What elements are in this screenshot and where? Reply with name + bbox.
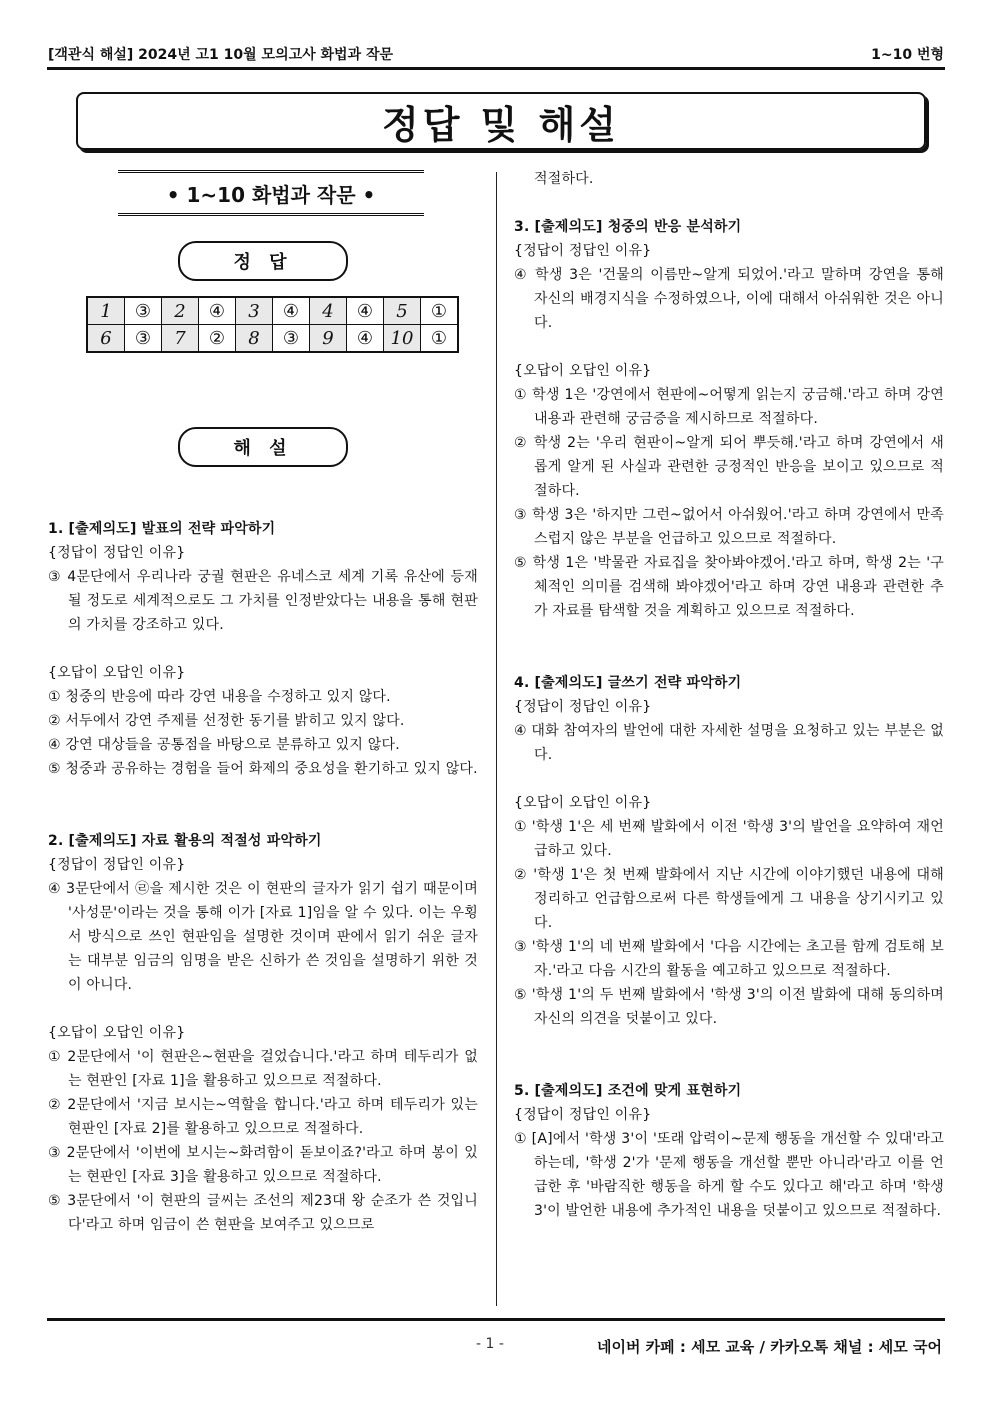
explanation-item: ③ 학생 3은 '하지만 그런~없어서 아쉬웠어.'라고 하며 강연에서 만족스럽지 않은 부분을 언급하고 있으므로 적절하다.: [514, 507, 944, 547]
spacer: [514, 191, 944, 215]
answer-choice: ②: [199, 325, 236, 353]
explanation-item: ① [A]에서 '학생 3'이 '또래 압력이~문제 행동을 개선할 수 있대'라고 하는데, '학생 2'가 '문제 행동을 개선할 뿐만 아니라'라고 이를 언급한 후 '바람직한 행동을 하게 할 수도 있다고 해'라고 하며 '학생 3'이 발언한 내용에 추가적인 내용을 덧붙이고 있으므로 적절하다.: [514, 1131, 944, 1219]
subheading: {정답이 정답인 이유}: [514, 1107, 652, 1123]
explanation-item: ④ 강연 대상들을 공통점을 바탕으로 분류하고 있지 않다.: [48, 737, 400, 753]
header-range: 1~10 번형: [871, 47, 944, 63]
spacer: [48, 781, 478, 805]
answer-label: 정 답: [178, 241, 348, 281]
explanation-item: ① 학생 1은 '강연에서 현판에~어떻게 읽는지 궁금해.'라고 하며 강연 내용과 관련해 궁금증을 제시하므로 적절하다.: [514, 387, 944, 427]
spacer: [514, 623, 944, 647]
subheading: {정답이 정답인 이유}: [48, 545, 186, 561]
spacer: [514, 1031, 944, 1055]
explanation-label: 해 설: [178, 427, 348, 467]
question-number: 9: [310, 325, 347, 353]
header-rule: [47, 67, 945, 70]
subheading: {정답이 정답인 이유}: [514, 243, 652, 259]
spacer: [48, 805, 478, 829]
answer-choice: ①: [421, 325, 459, 353]
explanation-item: ② 학생 2는 '우리 현판이~알게 되어 뿌듯해.'라고 하며 강연에서 새롭게 알게 된 사실과 관련한 긍정적인 반응을 보이고 있으므로 적절하다.: [514, 435, 944, 499]
spacer: [514, 647, 944, 671]
subheading: {오답이 오답인 이유}: [514, 363, 652, 379]
right-column: [514, 167, 944, 1223]
footer-rule: [47, 1318, 945, 1321]
answer-choice: ①: [421, 297, 459, 325]
question-number: 8: [236, 325, 273, 353]
answer-row-2: [87, 325, 458, 353]
answer-choice: ④: [347, 325, 384, 353]
column-divider: [496, 172, 497, 1306]
question-number: 10: [384, 325, 421, 353]
question-heading: 4. [출제의도] 글쓰기 전략 파악하기: [514, 675, 742, 691]
explanation-item: ⑤ '학생 1'의 두 번째 발화에서 '학생 3'의 이전 발화에 대해 동의하며 자신의 의견을 덧붙이고 있다.: [514, 987, 944, 1027]
answer-choice: ③: [125, 325, 162, 353]
question-number: 5: [384, 297, 421, 325]
left-column: [48, 517, 478, 1237]
explanation-item: ① 2문단에서 '이 현판은~현판을 걸었습니다.'라고 하며 테두리가 없는 현판인 [자료 1]을 활용하고 있으므로 적절하다.: [48, 1049, 478, 1089]
explanation-item: ① 청중의 반응에 따라 강연 내용을 수정하고 있지 않다.: [48, 689, 391, 705]
spacer: [48, 997, 478, 1021]
explanation-item: ③ '학생 1'의 네 번째 발화에서 '다음 시간에는 초고를 함께 검토해 보자.'라고 다음 시간의 활동을 예고하고 있으므로 적절하다.: [514, 939, 944, 979]
answer-choice: ④: [273, 297, 310, 325]
question-number: 4: [310, 297, 347, 325]
subheading: {오답이 오답인 이유}: [514, 795, 652, 811]
answer-choice: ③: [125, 297, 162, 325]
question-number: 7: [162, 325, 199, 353]
subheading: {오답이 오답인 이유}: [48, 1025, 186, 1041]
question-heading: 2. [출제의도] 자료 활용의 적절성 파악하기: [48, 833, 322, 849]
explanation-item: ⑤ 청중과 공유하는 경험을 들어 화제의 중요성을 환기하고 있지 않다.: [48, 761, 478, 777]
page-title: 정답 및 해설: [76, 92, 926, 150]
subheading: {오답이 오답인 이유}: [48, 665, 186, 681]
page-number: - 1 -: [476, 1336, 504, 1352]
answer-choice: ④: [199, 297, 236, 325]
spacer: [514, 767, 944, 791]
section-title: • 1~10 화법과 작문 •: [118, 170, 424, 216]
footer-credit: 네이버 카페 : 세모 교육 / 카카오톡 채널 : 세모 국어: [596, 1338, 942, 1356]
spacer: [48, 637, 478, 661]
explanation-item: ③ 4문단에서 우리나라 궁궐 현판은 유네스코 세계 기록 유산에 등재될 정도로 세계적으로도 그 가치를 인정받았다는 내용을 통해 현판의 가치를 강조하고 있다.: [48, 569, 478, 633]
continued-text: 적절하다.: [534, 171, 594, 187]
subheading: {정답이 정답인 이유}: [514, 699, 652, 715]
spacer: [514, 1055, 944, 1079]
question-number: 3: [236, 297, 273, 325]
answer-choice: ④: [347, 297, 384, 325]
header-title: [객관식 해설] 2024년 고1 10월 모의고사 화법과 작문: [48, 47, 394, 63]
spacer: [514, 335, 944, 359]
explanation-item: ② 서두에서 강연 주제를 선정한 동기를 밝히고 있지 않다.: [48, 713, 405, 729]
question-number: 6: [87, 325, 125, 353]
explanation-item: ⑤ 3문단에서 '이 현판의 글씨는 조선의 제23대 왕 순조가 쓴 것입니다'라고 하며 임금이 쓴 현판을 보여주고 있으므로: [48, 1193, 478, 1233]
question-number: 1: [87, 297, 125, 325]
subheading: {정답이 정답인 이유}: [48, 857, 186, 873]
explanation-item: ④ 학생 3은 '건물의 이름만~알게 되었어.'라고 말하며 강연을 통해 자신의 배경지식을 수정하였으나, 이에 대해서 아쉬워한 것은 아니다.: [514, 267, 944, 331]
explanation-item: ④ 3문단에서 ㉣을 제시한 것은 이 현판의 글자가 읽기 쉽기 때문이며 '사성문'이라는 것을 통해 이가 [자료 1]임을 알 수 있다. 이는 우횡서 방식으로 쓰인 현판임을 설명한 것이며 판에서 읽기 쉬운 글자는 대부분 임금의 임명을 받은 신하가 쓴 것임을 설명하기 위한 것이 아니다.: [48, 881, 478, 993]
explanation-item: ② '학생 1'은 첫 번째 발화에서 지난 시간에 이야기했던 내용에 대해 정리하고 언급함으로써 다른 학생들에게 그 내용을 상기시키고 있다.: [514, 867, 944, 931]
question-heading: 3. [출제의도] 청중의 반응 분석하기: [514, 219, 742, 235]
question-heading: 1. [출제의도] 발표의 전략 파악하기: [48, 521, 276, 537]
answer-table: [86, 296, 459, 353]
explanation-item: ② 2문단에서 '지금 보시는~역할을 합니다.'라고 하며 테두리가 있는 현판인 [자료 2]를 활용하고 있으므로 적절하다.: [48, 1097, 478, 1137]
answer-choice: ③: [273, 325, 310, 353]
explanation-item: ① '학생 1'은 세 번째 발화에서 이전 '학생 3'의 발언을 요약하여 재언급하고 있다.: [514, 819, 944, 859]
explanation-item: ⑤ 학생 1은 '박물관 자료집을 찾아봐야겠어.'라고 하며, 학생 2는 '구체적인 의미를 검색해 봐야겠어'라고 하며 강연 내용과 관련한 추가 자료를 탐색할 것을 계획하고 있으므로 적절하다.: [514, 555, 944, 619]
explanation-item: ③ 2문단에서 '이번에 보시는~화려함이 돋보이죠?'라고 하며 봉이 있는 현판인 [자료 3]을 활용하고 있으므로 적절하다.: [48, 1145, 478, 1185]
question-heading: 5. [출제의도] 조건에 맞게 표현하기: [514, 1083, 742, 1099]
question-number: 2: [162, 297, 199, 325]
answer-row-1: [87, 297, 458, 325]
explanation-item: ④ 대화 참여자의 발언에 대한 자세한 설명을 요청하고 있는 부분은 없다.: [514, 723, 944, 763]
